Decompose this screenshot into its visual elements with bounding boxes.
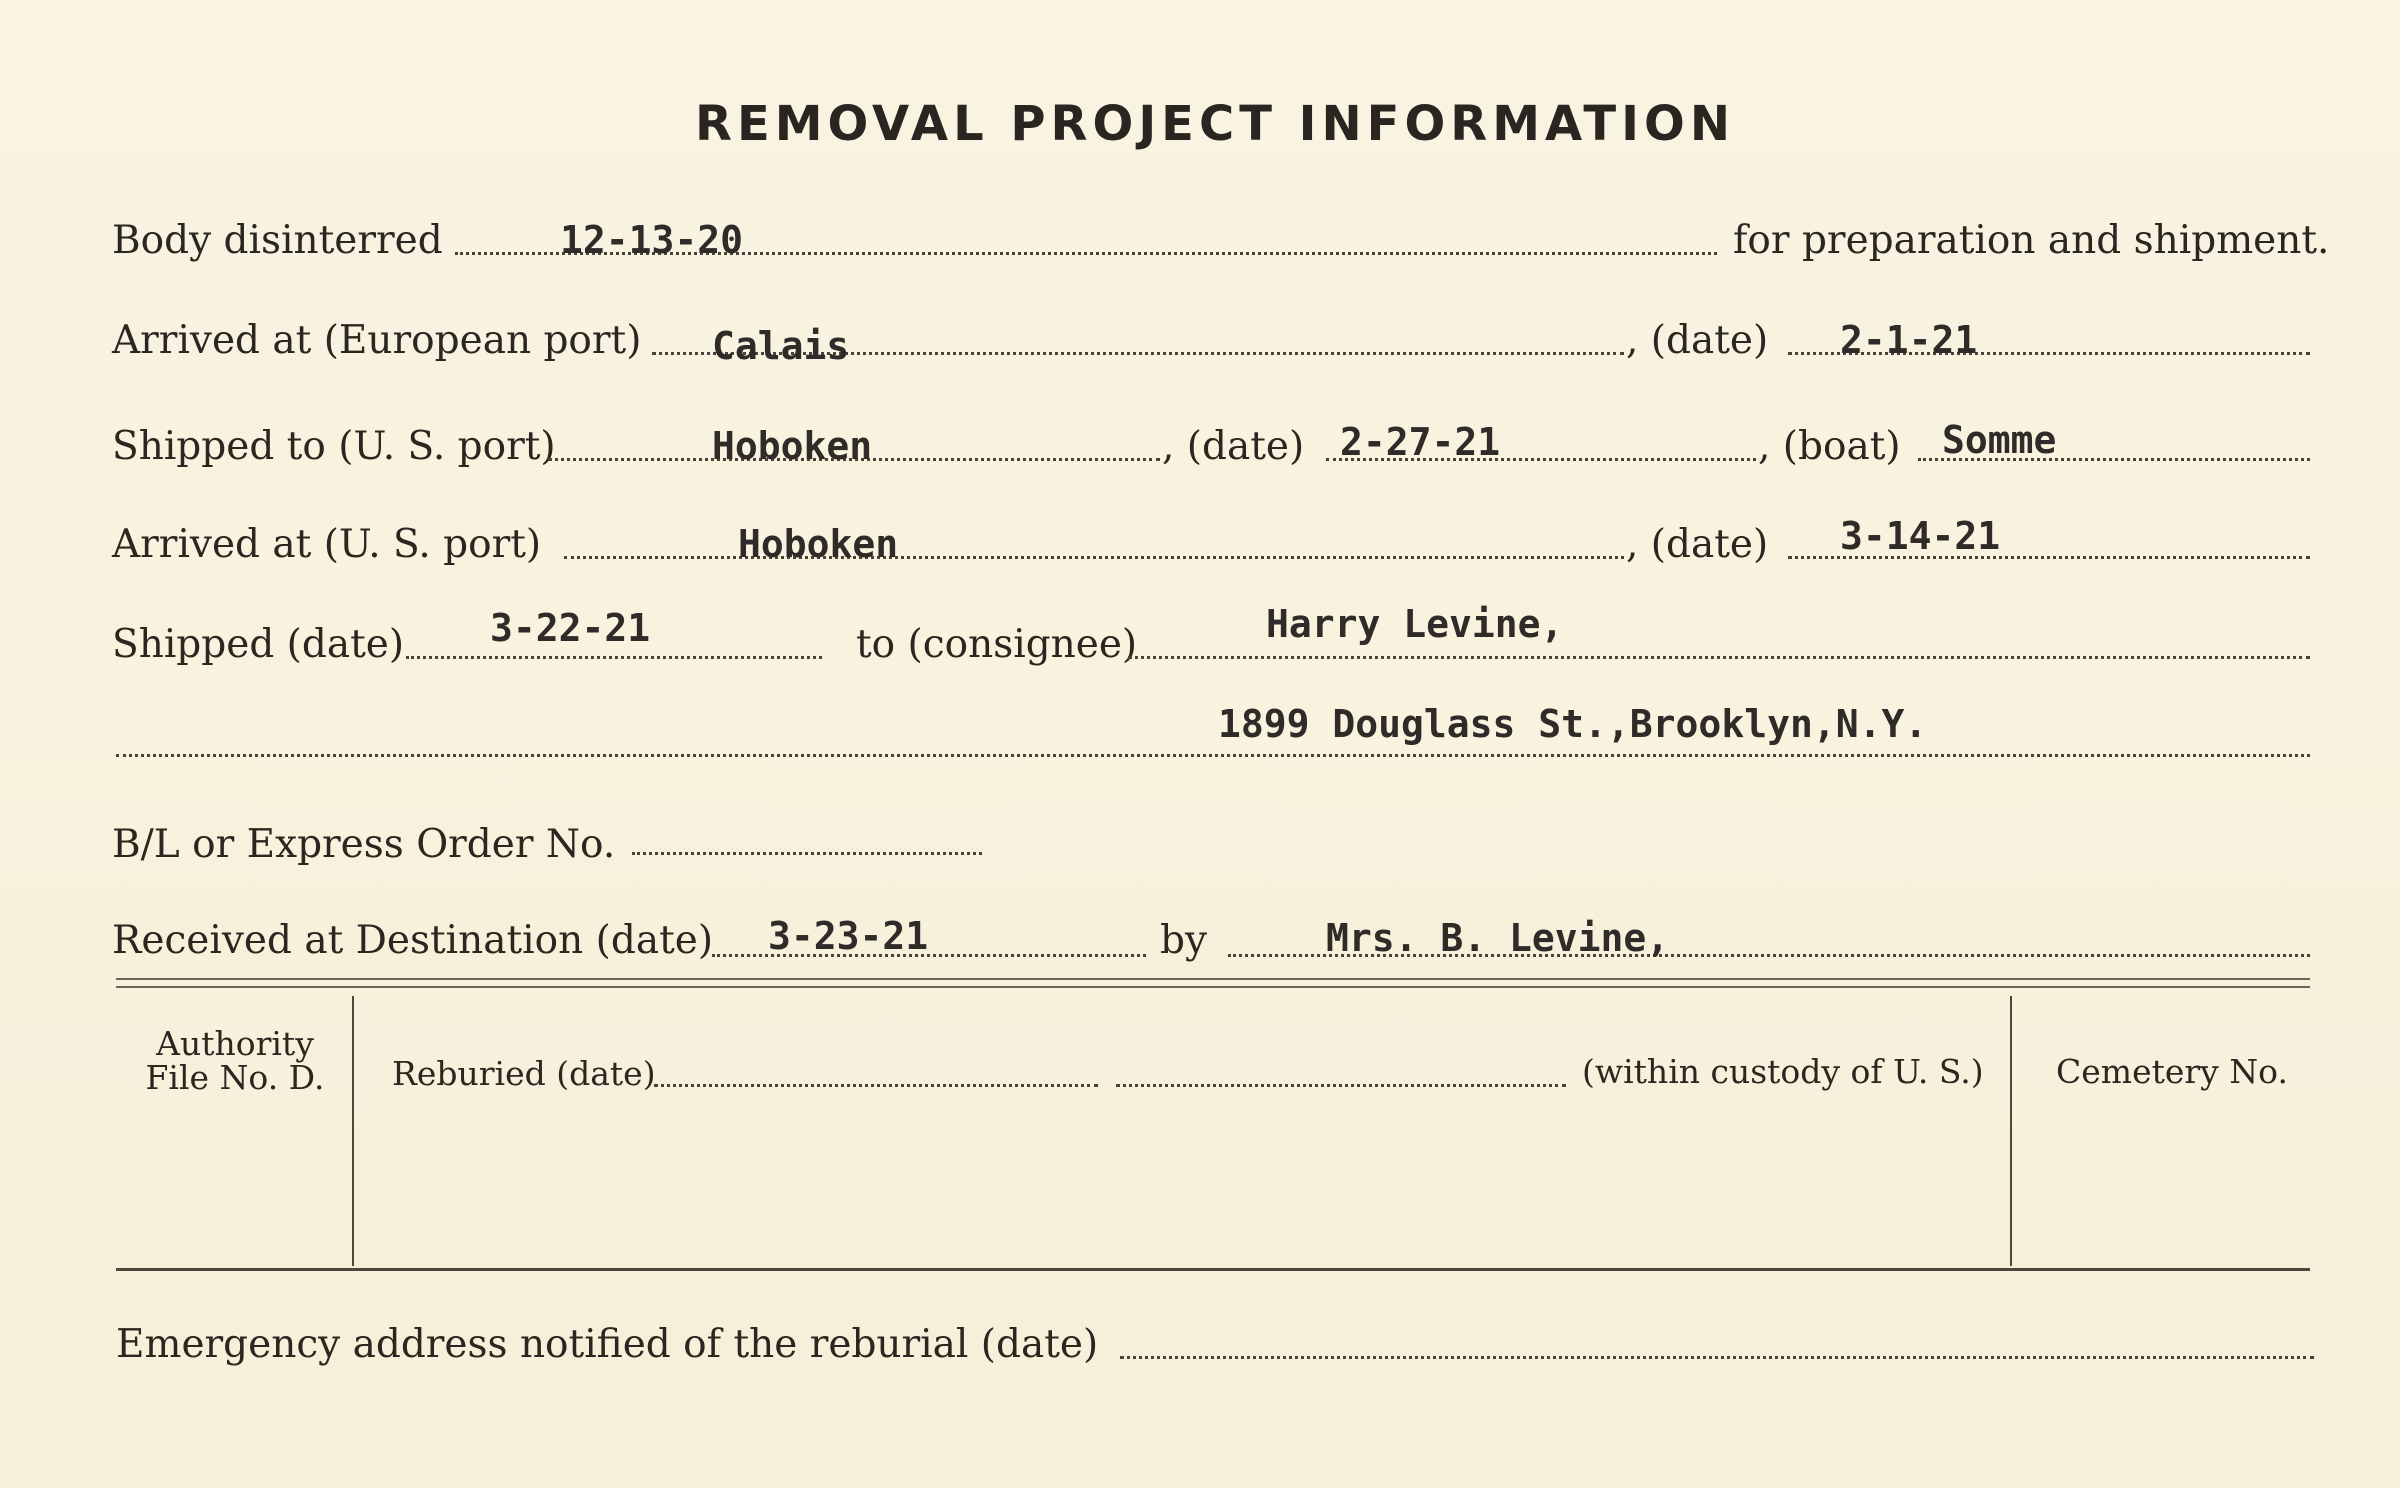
label-arrived-us: Arrived at (U. S. port) xyxy=(112,522,542,567)
value-shipped-date: 2-27-21 xyxy=(1340,420,1501,464)
label-shipped-to-us: Shipped to (U. S. port) xyxy=(112,424,556,469)
value-received-date: 3-23-21 xyxy=(768,914,929,958)
value-consignee-address: 1899 Douglass St.,Brooklyn,N.Y. xyxy=(1218,702,1928,746)
label-received-destination: Received at Destination (date) xyxy=(112,918,714,963)
label-reburied: Reburied (date) xyxy=(392,1054,656,1093)
value-us-port-arrived: Hoboken xyxy=(738,522,899,566)
line-bl-order xyxy=(632,852,982,855)
divider-left xyxy=(352,996,354,1266)
value-european-date: 2-1-21 xyxy=(1840,318,1978,362)
value-us-port-shipped: Hoboken xyxy=(712,424,873,468)
label-to-consignee: to (consignee) xyxy=(856,622,1138,667)
value-consignee-name: Harry Levine, xyxy=(1266,602,1564,646)
label-arrived-european: Arrived at (European port) xyxy=(112,318,642,363)
label-bl-order: B/L or Express Order No. xyxy=(112,822,616,867)
label-authority: Authority xyxy=(156,1024,314,1063)
value-disinterred-date: 12-13-20 xyxy=(560,218,744,262)
rule-top-1 xyxy=(116,978,2310,980)
label-arrival-date: , (date) xyxy=(1626,522,1769,567)
line-us-port-arrived xyxy=(564,556,1624,559)
label-shipped-consignee-date: Shipped (date) xyxy=(112,622,405,667)
value-consignee-ship-date: 3-22-21 xyxy=(490,606,651,650)
rule-bottom xyxy=(116,1268,2310,1271)
label-file-no: File No. D. xyxy=(145,1058,325,1097)
line-consignee xyxy=(1128,656,2310,659)
value-boat: Somme xyxy=(1942,418,2057,462)
line-reburied-2 xyxy=(1116,1084,1566,1087)
label-by: by xyxy=(1160,918,1207,963)
value-received-by: Mrs. B. Levine, xyxy=(1326,916,1670,960)
rule-top-2 xyxy=(116,986,2310,988)
label-boat: , (boat) xyxy=(1758,424,1901,469)
value-us-arrival-date: 3-14-21 xyxy=(1840,514,2001,558)
label-european-date: , (date) xyxy=(1626,318,1769,363)
line-emergency xyxy=(1120,1356,2314,1359)
divider-right xyxy=(2010,996,2012,1266)
card-title: REMOVAL PROJECT INFORMATION xyxy=(695,96,1735,152)
label-body-disinterred: Body disinterred xyxy=(112,218,443,263)
line-reburied-1 xyxy=(654,1084,1098,1087)
value-european-port: Calais xyxy=(712,324,850,368)
line-consignee-address xyxy=(116,754,2310,757)
label-emergency: Emergency address notified of the reburial (date) xyxy=(116,1322,1099,1367)
label-shipped-date: , (date) xyxy=(1162,424,1305,469)
label-for-preparation: for preparation and shipment. xyxy=(1733,218,2330,263)
line-consignee-ship-date xyxy=(406,656,822,659)
label-within-custody: (within custody of U. S.) xyxy=(1582,1052,1984,1091)
label-cemetery-no: Cemetery No. xyxy=(2056,1052,2288,1091)
